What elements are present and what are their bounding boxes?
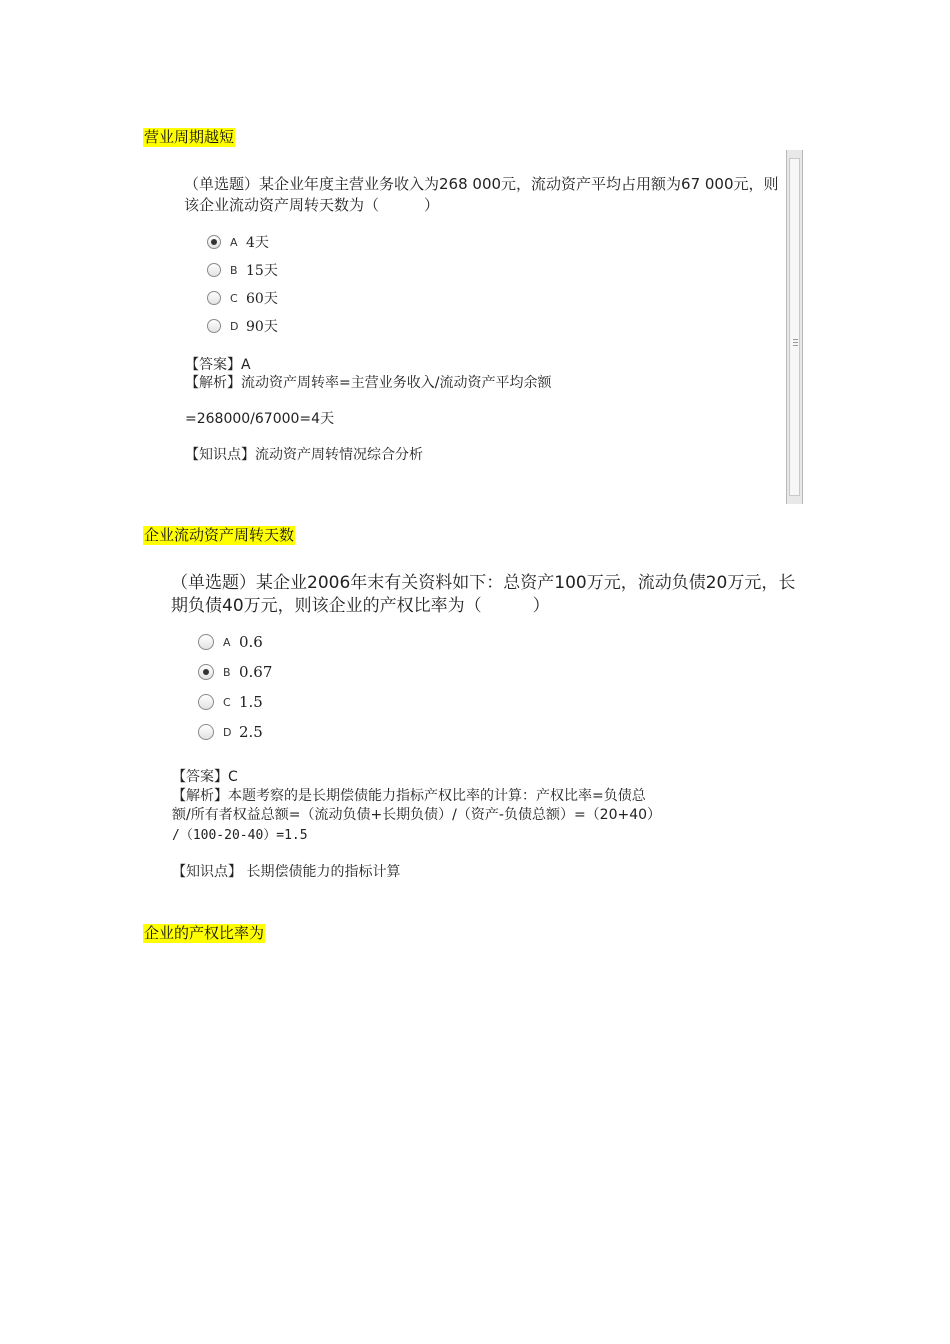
q2-analysis-line3: /（100-20-40）=1.5 bbox=[172, 828, 308, 843]
q1-option-b[interactable] bbox=[207, 260, 278, 280]
option-letter: D bbox=[223, 725, 232, 739]
radio-icon[interactable] bbox=[198, 634, 214, 650]
radio-selected-icon[interactable] bbox=[207, 235, 221, 249]
radio-icon[interactable] bbox=[207, 291, 221, 305]
q2-analysis-line2: 额/所有者权益总额=（流动负债+长期负债）/（资产-负债总额）=（20+40） bbox=[172, 807, 662, 823]
heading-current-asset-turnover-days: 企业流动资产周转天数 bbox=[144, 526, 295, 544]
q1-option-a[interactable] bbox=[207, 232, 269, 252]
heading-operating-cycle: 营业周期越短 bbox=[144, 128, 235, 146]
q1-option-c[interactable] bbox=[207, 288, 278, 308]
option-letter: A bbox=[230, 235, 238, 249]
option-value: 15天 bbox=[246, 263, 278, 279]
option-value: 1.5 bbox=[239, 693, 263, 711]
vertical-scrollbar[interactable] bbox=[786, 150, 803, 504]
q1-knowledge-point: 【知识点】流动资产周转情况综合分析 bbox=[185, 447, 423, 463]
q1-option-d[interactable] bbox=[207, 316, 278, 336]
q1-formula: =268000/67000=4天 bbox=[185, 411, 335, 427]
q2-answer: 【答案】C bbox=[172, 769, 238, 785]
option-letter: D bbox=[230, 319, 239, 333]
q2-knowledge-point: 【知识点】 长期偿债能力的指标计算 bbox=[172, 864, 401, 880]
radio-selected-icon[interactable] bbox=[198, 664, 214, 680]
option-value: 60天 bbox=[246, 291, 278, 307]
option-letter: C bbox=[230, 291, 238, 305]
question-2-text: （单选题）某企业2006年末有关资料如下：总资产100万元，流动负债20万元，长期负债40万元，则该企业的产权比率为（ ） bbox=[171, 573, 796, 616]
option-value: 0.67 bbox=[239, 663, 273, 681]
option-value: 2.5 bbox=[239, 723, 263, 741]
radio-icon[interactable] bbox=[198, 694, 214, 710]
q1-answer: 【答案】A bbox=[185, 357, 251, 373]
option-letter: C bbox=[223, 695, 231, 709]
option-value: 0.6 bbox=[239, 633, 263, 651]
scrollbar-grip-icon bbox=[793, 339, 798, 347]
option-letter: B bbox=[230, 263, 238, 277]
q2-analysis-line1: 【解析】本题考察的是长期偿债能力指标产权比率的计算：产权比率=负债总 bbox=[172, 788, 646, 804]
option-letter: A bbox=[223, 635, 231, 649]
question-1-text: （单选题）某企业年度主营业务收入为268 000元，流动资产平均占用额为67 000元，则该企业流动资产周转天数为（ ） bbox=[184, 175, 779, 214]
scrollbar-thumb[interactable] bbox=[789, 158, 800, 496]
radio-icon[interactable] bbox=[207, 319, 221, 333]
radio-icon[interactable] bbox=[198, 724, 214, 740]
q2-option-b[interactable] bbox=[198, 663, 272, 681]
heading-equity-ratio: 企业的产权比率为 bbox=[144, 924, 265, 942]
option-value: 90天 bbox=[246, 319, 278, 335]
q2-option-c[interactable] bbox=[198, 693, 263, 711]
option-letter: B bbox=[223, 665, 231, 679]
q2-option-a[interactable] bbox=[198, 633, 263, 651]
q2-option-d[interactable] bbox=[198, 723, 263, 741]
option-value: 4天 bbox=[246, 235, 269, 251]
q1-analysis: 【解析】流动资产周转率=主营业务收入/流动资产平均余额 bbox=[185, 375, 552, 391]
radio-icon[interactable] bbox=[207, 263, 221, 277]
